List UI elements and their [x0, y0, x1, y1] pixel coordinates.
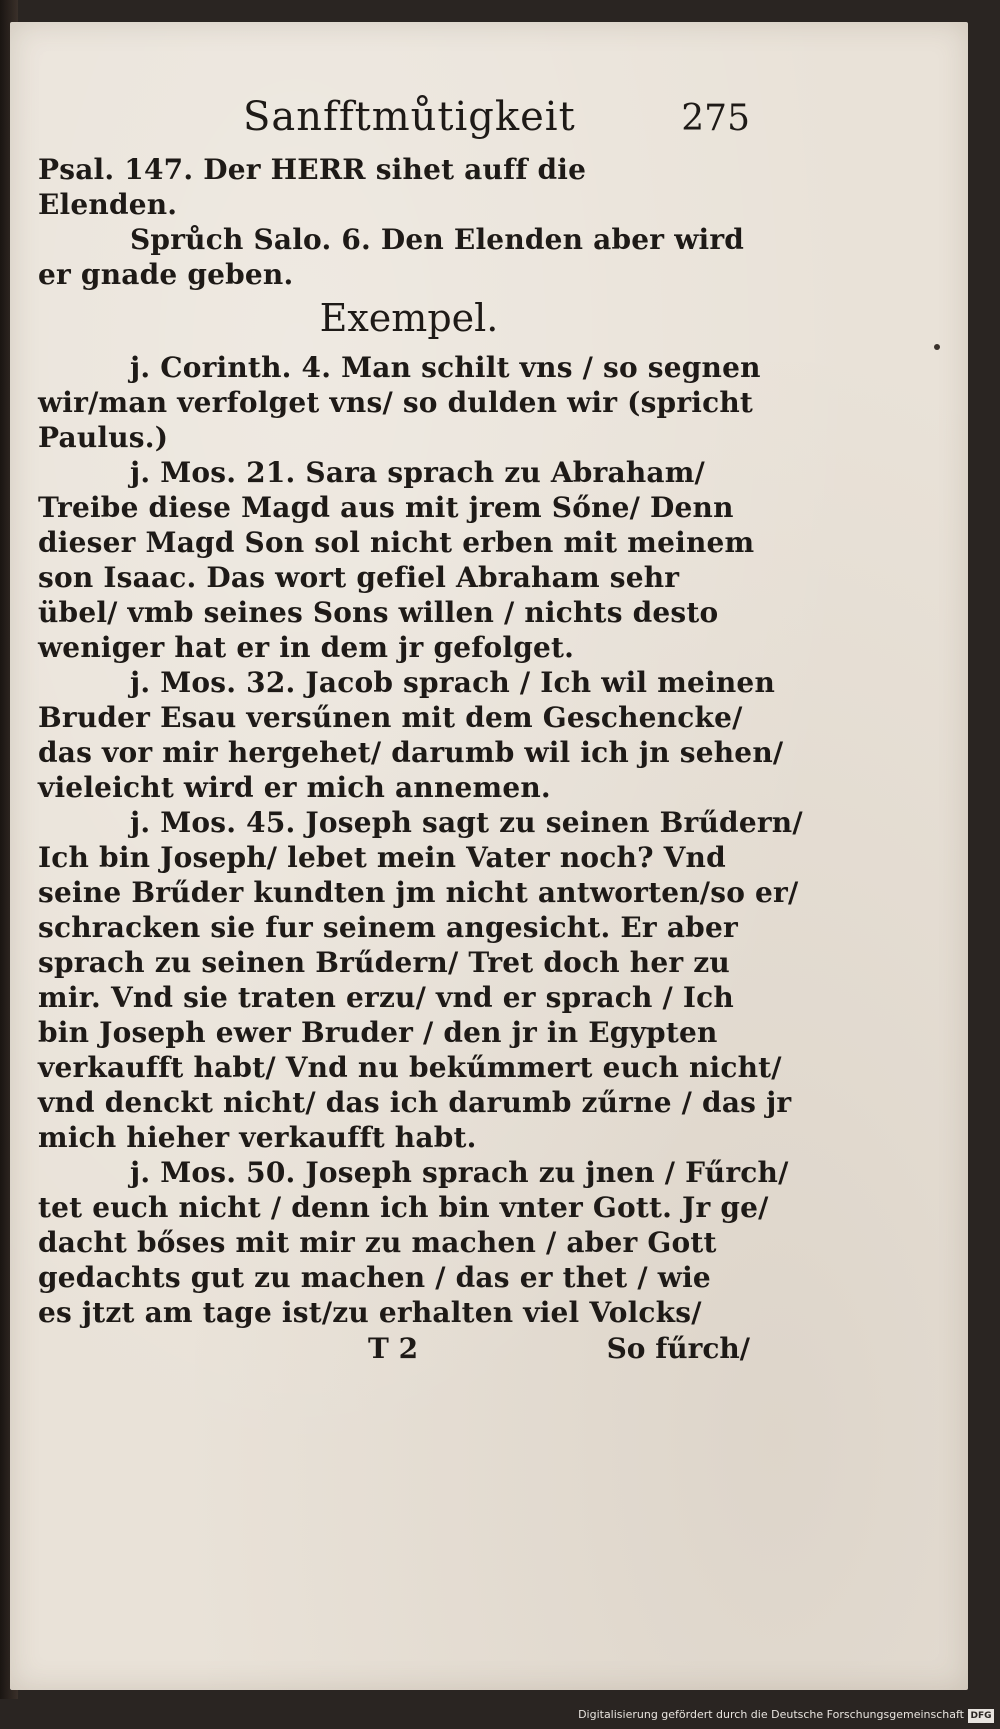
- text-line: Ich bin Joseph/ lebet mein Vater noch? Vnd: [38, 841, 726, 874]
- book-page: [10, 22, 968, 1690]
- text-line: Treibe diese Magd aus mit jrem Sőne/ Denn: [38, 491, 734, 524]
- text-line: j. Mos. 50. Joseph sprach zu jnen / Fűrch/: [130, 1156, 789, 1189]
- text-line: sprach zu seinen Brűdern/ Tret doch her zu: [38, 946, 730, 979]
- text-line: Elenden.: [38, 188, 178, 221]
- running-head-title: Sanfftmůtigkeit: [243, 94, 576, 140]
- catchword: So fűrch/: [606, 1332, 750, 1365]
- text-line: mir. Vnd sie traten erzu/ vnd er sprach / Ich: [38, 981, 734, 1014]
- text-line: j. Mos. 21. Sara sprach zu Abraham/: [130, 456, 705, 489]
- signature-mark: T 2: [368, 1332, 419, 1365]
- paper-speck: [934, 344, 940, 350]
- text-line: schracken sie fur seinem angesicht. Er aber: [38, 911, 738, 944]
- dfg-logo: DFG: [968, 1709, 994, 1723]
- digitization-credit: Digitalisierung gefördert durch die Deutsche Forschungsgemeinschaft: [578, 1708, 964, 1721]
- running-head: [38, 94, 750, 152]
- footer-bar: [0, 1699, 1000, 1729]
- text-line: übel/ vmb seines Sons willen / nichts desto: [38, 596, 719, 629]
- intro-lines: [38, 152, 750, 292]
- text-line: wir/man verfolget vns/ so dulden wir (spricht: [38, 386, 754, 419]
- text-line: vieleicht wird er mich annemen.: [38, 771, 551, 804]
- text-line: j. Corinth. 4. Man schilt vns / so segnen: [130, 351, 761, 384]
- text-line: verkaufft habt/ Vnd nu bekűmmert euch nicht/: [38, 1051, 782, 1084]
- text-line: gedachts gut zu machen / das er thet / wie: [38, 1261, 711, 1294]
- text-line: vnd denckt nicht/ das ich darumb zűrne / das jr: [38, 1086, 792, 1119]
- text-line: son Isaac. Das wort gefiel Abraham sehr: [38, 561, 680, 594]
- text-line: seine Brűder kundten jm nicht antworten/so er/: [38, 876, 799, 909]
- text-line: das vor mir hergehet/ darumb wil ich jn sehen/: [38, 736, 784, 769]
- text-line: Paulus.): [38, 421, 169, 454]
- text-line: Sprůch Salo. 6. Den Elenden aber wird: [130, 223, 745, 256]
- text-line: er gnade geben.: [38, 258, 294, 291]
- text-line: dieser Magd Son sol nicht erben mit meinem: [38, 526, 755, 559]
- text-line: j. Mos. 45. Joseph sagt zu seinen Brűdern/: [130, 806, 803, 839]
- section-heading: Exempel.: [319, 296, 499, 340]
- text-line: Psal. 147. Der HERR sihet auff die: [38, 153, 587, 186]
- text-line: tet euch nicht / denn ich bin vnter Gott. Jr ge/: [38, 1191, 769, 1224]
- text-line: es jtzt am tage ist/zu erhalten viel Volcks/: [38, 1296, 702, 1329]
- text-line: bin Joseph ewer Bruder / den jr in Egypten: [38, 1016, 718, 1049]
- text-line: Bruder Esau versűnen mit dem Geschencke/: [38, 701, 743, 734]
- page-number: 275: [681, 98, 750, 139]
- page-footer-line: [38, 1332, 750, 1372]
- text-line: mich hieher verkaufft habt.: [38, 1121, 477, 1154]
- text-block: [38, 94, 803, 1372]
- text-line: dacht bőses mit mir zu machen / aber Gott: [38, 1226, 717, 1259]
- text-line: j. Mos. 32. Jacob sprach / Ich wil meinen: [130, 666, 776, 699]
- text-line: weniger hat er in dem jr gefolget.: [38, 631, 575, 664]
- body-lines: [38, 350, 803, 1330]
